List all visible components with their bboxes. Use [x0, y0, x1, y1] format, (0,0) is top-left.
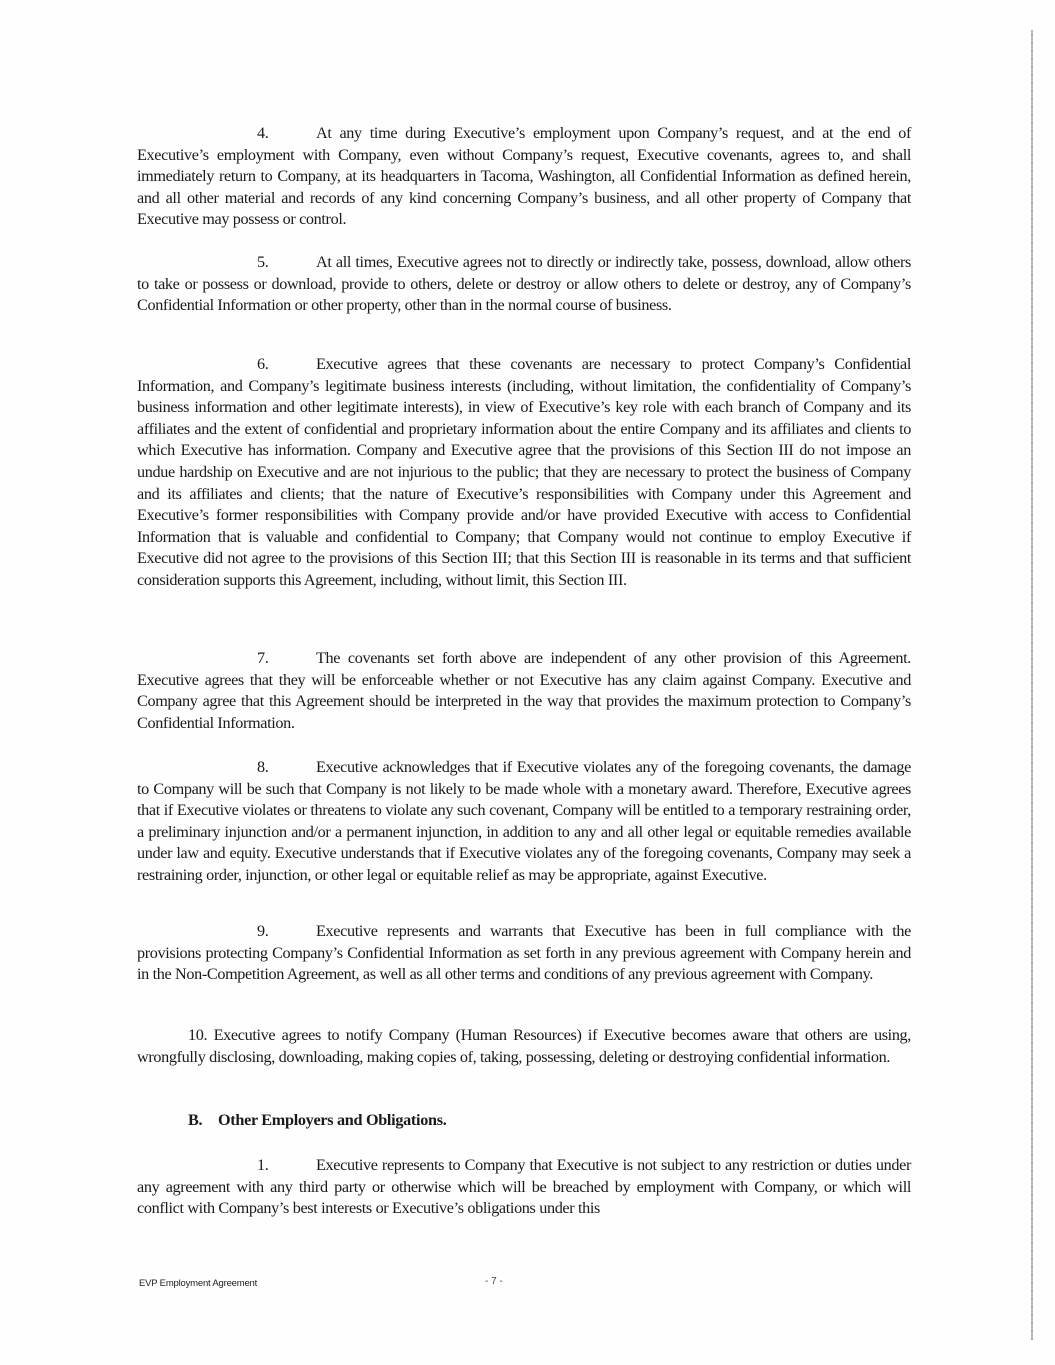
paragraph-4 — [137, 123, 911, 231]
paragraph-number: 1. — [257, 1156, 269, 1174]
paragraph-number: 5. — [257, 253, 269, 271]
paragraph-text: Executive represents and warrants that Executive has been in full compliance with the provisions protecting Company’s Confidential Information as set forth in any previous agreement with Company herein and in the Non-Competition Agreement, as well as all other terms and conditions of any previous agreement with Company. — [137, 922, 911, 984]
paragraph-8 — [137, 757, 911, 887]
paragraph-text: The covenants set forth above are independent of any other provision of this Agreement. Executive agrees that they will be enforceable whether or not Executive has any claim against Company. Executive and Company agree that this Agreement should be interpreted in the way that provides the maximum protection to Company’s Confidential Information. — [137, 649, 911, 732]
footer-document-title: EVP Employment Agreement — [139, 1278, 258, 1289]
section-title: Other Employers and Obligations. — [218, 1111, 447, 1129]
section-letter: B. — [188, 1111, 203, 1129]
section-heading — [188, 1110, 446, 1132]
paragraph-number: 8. — [257, 758, 269, 776]
paragraph-5 — [137, 252, 911, 317]
paragraph-number: 7. — [257, 649, 269, 667]
paragraph-number: 4. — [257, 124, 269, 142]
paragraph-text: Executive agrees that these covenants are necessary to protect Company’s Confidential Information, and Company’s legitimate business interests (including, without limitation, the confidentiality of Company’s business information and other legitimate interests), in view of Executive’s key role with each branch of Company and its affiliates and the extent of confidential and proprietary information about the entire Company and its affiliates and clients to which Executive has information. Company and Executive agree that the provisions of this Section III do not impose an undue hardship on Executive and are not injurious to the public; that they are necessary to protect the business of Company and its affiliates and clients; that the nature of Executive’s responsibilities with Company under this Agreement and Executive’s former responsibilities with Company provide and/or have provided Executive with access to Confidential Information that is valuable and confidential to Company; that Company would not continue to employ Executive if Executive did not agree to the provisions of this Section III; that this Section III is reasonable in its terms and that sufficient consideration supports this Agreement, including, without limit, this Section III. — [137, 355, 911, 589]
paragraph-text: Executive represents to Company that Executive is not subject to any restriction or duties under any agreement with any third party or otherwise which will be breached by employment with Company, or which will conflict with Company’s best interests or Executive’s obligations under this — [137, 1156, 911, 1218]
paragraph-7 — [137, 648, 911, 734]
paragraph-number: 9. — [257, 922, 269, 940]
paragraph-text: Executive acknowledges that if Executive violates any of the foregoing covenants, the damage to Company will be such that Company is not likely to be made whole with a monetary award. Therefore, Executive agrees that if Executive violates or threatens to violate any such covenant, Company will be entitled to a temporary restraining order, a preliminary injunction and/or a permanent injunction, in addition to any and all other legal or equitable remedies available under law and equity. Executive understands that if Executive violates any of the foregoing covenants, Company may seek a restraining order, injunction, or other legal or equitable relief as may be appropriate, against Executive. — [137, 758, 911, 884]
footer-page-number: - 7 - — [485, 1276, 503, 1287]
paragraph-9 — [137, 921, 911, 986]
paragraph-text: At any time during Executive’s employment upon Company’s request, and at the end of Executive’s employment with Company, even without Company’s request, Executive covenants, agrees to, and shall immediately return to Company, at its headquarters in Tacoma, Washington, all Confidential Information as defined herein, and all other material and records of any kind concerning Company’s business, and all other property of Company that Executive may possess or control. — [137, 124, 911, 229]
paragraph-10 — [137, 1025, 911, 1068]
paragraph-number: 6. — [257, 355, 269, 373]
paragraph-6 — [137, 354, 911, 592]
scan-edge-artifact — [1031, 30, 1033, 1340]
paragraph-text: At all times, Executive agrees not to directly or indirectly take, possess, download, allow others to take or possess or download, provide to others, delete or destroy or allow others to delete or destroy, any of Company’s Confidential Information or other property, other than in the normal course of business. — [137, 253, 911, 315]
paragraph-text: 10. Executive agrees to notify Company (Human Resources) if Executive becomes aware that others are using, wrongfully disclosing, downloading, making copies of, taking, possessing, deleting or destroying confidential information. — [137, 1026, 911, 1066]
section-b-paragraph-1 — [137, 1155, 911, 1220]
